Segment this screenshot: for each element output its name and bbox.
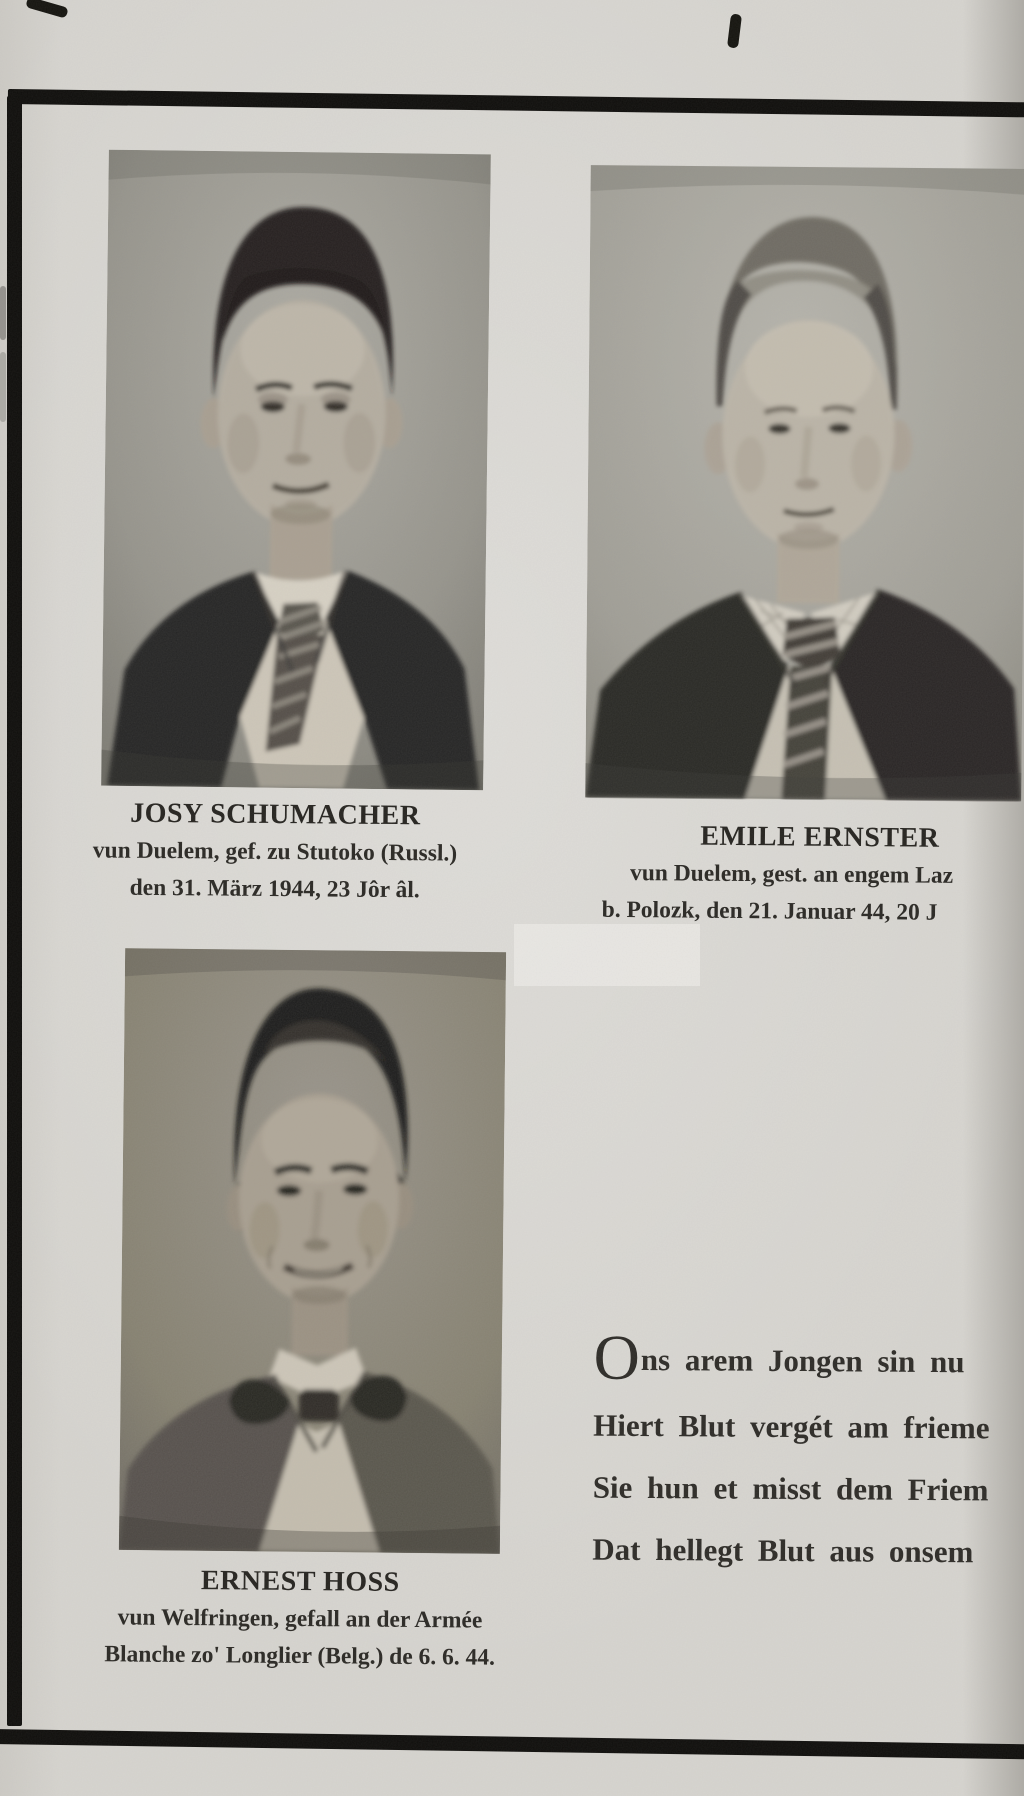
caption-line: vun Duelem, gef. zu Stutoko (Russl.) (92, 837, 458, 867)
verse-line: Dat hellegt Blut aus onsem (592, 1531, 974, 1570)
caption-line: vun Duelem, gest. an engem Laz (629, 860, 954, 889)
verse-line: Hiert Blut vergét am frieme (593, 1407, 990, 1446)
verse-line (593, 1321, 990, 1398)
scan-smudge (0, 352, 6, 422)
verse-line: Sie hun et misst dem Friem (592, 1469, 989, 1508)
caption-emile-ernster (524, 816, 954, 932)
verse-line-text: ns arem Jongen sin nu (640, 1341, 965, 1380)
page-edge-mark (25, 0, 68, 19)
caption-line: b. Polozk, den 21. Januar 44, 20 J (601, 896, 938, 926)
fallen-soldier-name: EMILE ERNSTER (700, 820, 940, 854)
memorial-verse (592, 1321, 990, 1584)
fallen-soldier-name: ERNEST HOSS (200, 1565, 400, 1598)
scan-light-patch (514, 924, 700, 986)
caption-line: den 31. März 1944, 23 Jôr âl. (129, 874, 420, 904)
drop-cap-letter: O (593, 1321, 642, 1393)
portrait-illustration (585, 164, 1024, 802)
caption-josy-schumacher (38, 794, 513, 910)
portrait-photo-josy-schumacher (101, 150, 491, 791)
fallen-soldier-name: JOSY SCHUMACHER (130, 797, 421, 832)
caption-line: Blanche zo' Longlier (Belg.) de 6. 6. 44. (104, 1641, 496, 1671)
frame-top-bar (8, 89, 1024, 117)
caption-line: vun Welfringen, gefall an der Armée (117, 1604, 483, 1634)
portrait-photo-emile-ernster (585, 164, 1024, 802)
page-edge-mark (727, 13, 742, 48)
frame-bottom-bar (0, 1729, 1024, 1759)
scan-smudge (0, 286, 6, 340)
frame-left-bar (7, 96, 22, 1726)
caption-ernest-hoss (55, 1561, 546, 1677)
portrait-illustration (101, 150, 491, 791)
portrait-photo-ernest-hoss (119, 948, 506, 1554)
portrait-illustration (119, 948, 506, 1554)
